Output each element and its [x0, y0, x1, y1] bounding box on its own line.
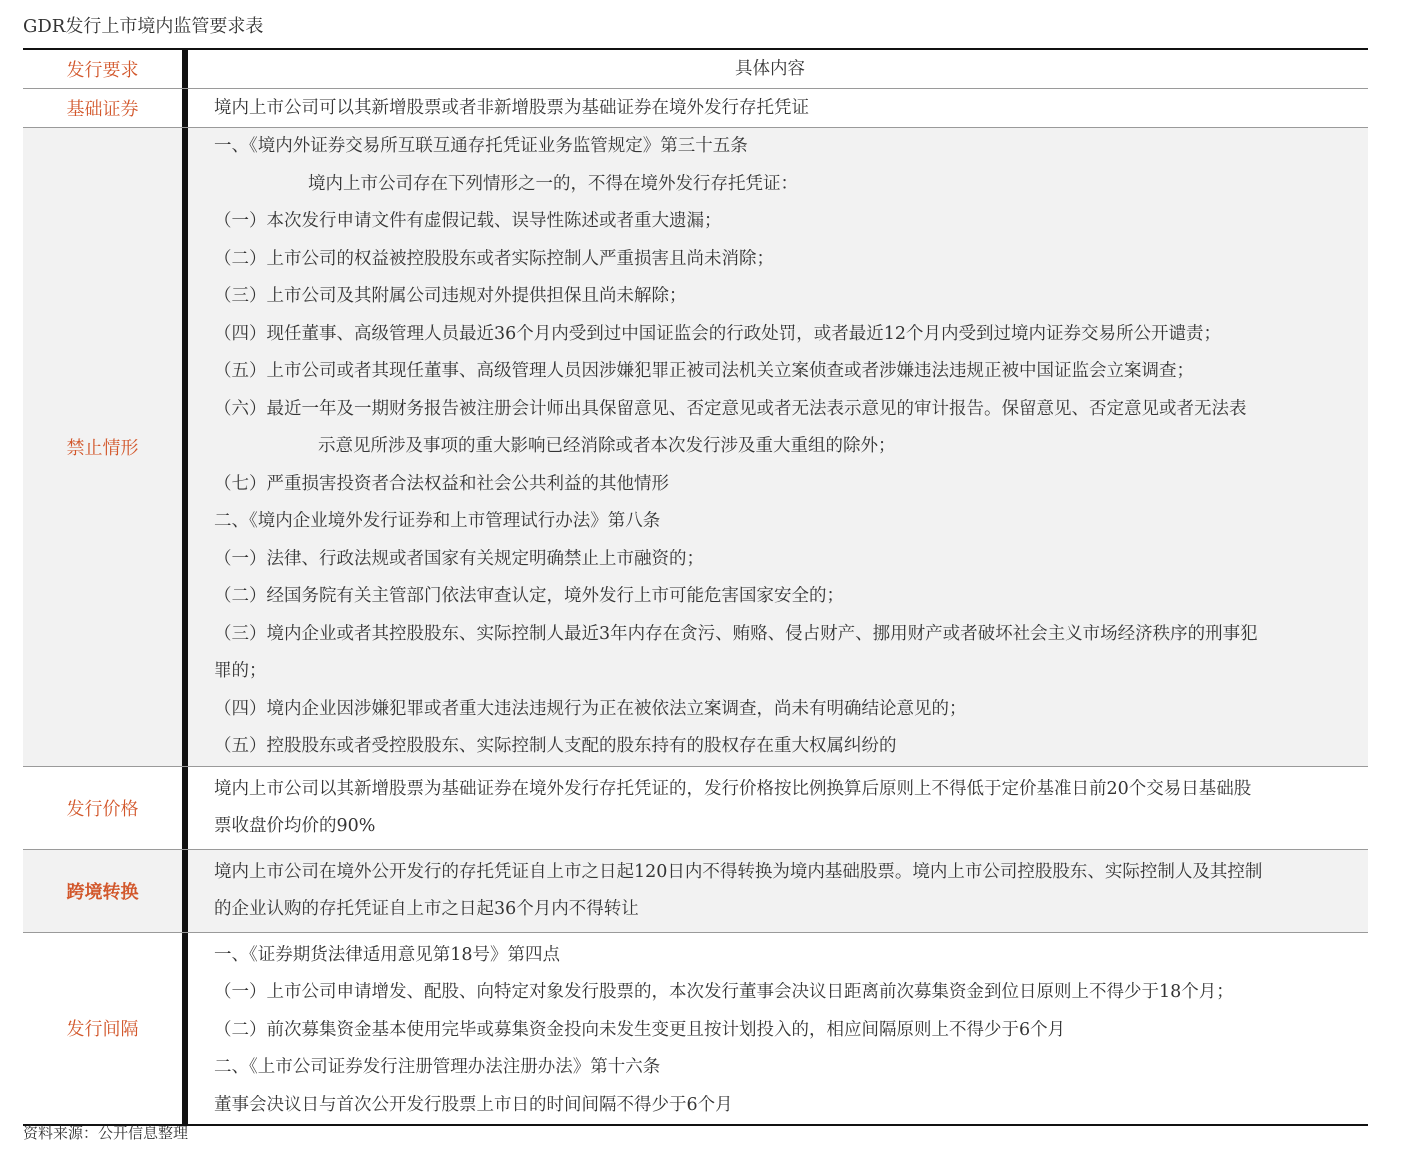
content-line: （五）控股股东或者受控股股东、实际控制人支配的股东持有的股权存在重大权属纠纷的 [214, 736, 897, 756]
content-line: （六）最近一年及一期财务报告被注册会计师出具保留意见、否定意见或者无法表示意见的审计报告。保留意见、否定意见或者无法表 [214, 398, 1247, 419]
content-line: 票收盘价均价的90% [214, 815, 376, 836]
row-content [188, 850, 1368, 932]
content-line: 一、《境内外证券交易所互联互通存托凭证业务监管规定》第三十五条 [214, 136, 748, 156]
content-line: （一）上市公司申请增发、配股、向特定对象发行股票的，本次发行董事会决议日距离前次募集资金到位日原则上不得少于18个月； [214, 982, 1234, 1002]
content-line: （一）本次发行申请文件有虚假记载、误导性陈述或者重大遗漏； [214, 211, 722, 231]
table-title: GDR发行上市境内监管要求表 [23, 16, 264, 37]
row-content [188, 89, 1368, 127]
content-line: 示意见所涉及事项的重大影响已经消除或者本次发行涉及重大重组的除外； [318, 436, 896, 456]
content-line: （一）法律、行政法规或者国家有关规定明确禁止上市融资的； [214, 548, 704, 569]
content-line: 境内上市公司存在下列情形之一的，不得在境外发行存托凭证： [308, 173, 798, 194]
content-line: 董事会决议日与首次公开发行股票上市日的时间间隔不得少于6个月 [214, 1094, 733, 1115]
content-line: （四）境内企业因涉嫌犯罪或者重大违法违规行为正在被依法立案调查，尚未有明确结论意见的； [214, 698, 967, 719]
row-prohibited-circumstances [23, 128, 1368, 767]
header-requirement: 发行要求 [66, 60, 139, 81]
row-issue-price [23, 767, 1368, 850]
row-issue-interval [23, 933, 1368, 1125]
row-label: 发行价格 [66, 798, 139, 820]
row-label: 跨境转换 [66, 881, 139, 903]
content-line: 罪的； [214, 661, 267, 681]
row-content [188, 933, 1368, 1125]
row-label: 禁止情形 [66, 437, 139, 459]
content-line: （四）现任董事、高级管理人员最近36个月内受到过中国证监会的行政处罚，或者最近12个月内受到过境内证券交易所公开谴责； [214, 323, 1222, 344]
row-basis-security [23, 89, 1368, 128]
row-label: 基础证券 [66, 99, 139, 120]
content-line: （二）经国务院有关主管部门依法审查认定，境外发行上市可能危害国家安全的； [214, 586, 844, 606]
content-line: （二）前次募集资金基本使用完毕或募集资金投向未发生变更且按计划投入的，相应间隔原则上不得少于6个月 [214, 1019, 1066, 1040]
table-header-row [23, 50, 1368, 89]
row-cross-border-conversion [23, 850, 1368, 933]
content-line: （二）上市公司的权益被控股股东或者实际控制人严重损害且尚未消除； [214, 248, 774, 269]
row-content [188, 767, 1368, 849]
content-line: （七）严重损害投资者合法权益和社会公共利益的其他情形 [214, 473, 669, 494]
content-line: 二、《境内企业境外发行证券和上市管理试行办法》第八条 [214, 511, 661, 531]
content-line: 的企业认购的存托凭证自上市之日起36个月内不得转让 [214, 898, 639, 919]
requirements-table [23, 48, 1368, 1126]
content-line: （三）上市公司及其附属公司违规对外提供担保且尚未解除； [214, 286, 687, 306]
header-content-label: 具体内容 [735, 59, 805, 79]
header-content [188, 50, 1368, 88]
content-line: （五）上市公司或者其现任董事、高级管理人员因涉嫌犯罪正被司法机关立案侦查或者涉嫌违法违规正被中国证监会立案调查； [214, 361, 1194, 381]
row-label: 发行间隔 [66, 1019, 139, 1041]
content-line: 一、《证券期货法律适用意见第18号》第四点 [214, 944, 561, 965]
content-line: 境内上市公司以其新增股票为基础证券在境外发行存托凭证的，发行价格按比例换算后原则上不得低于定价基准日前20个交易日基础股 [214, 778, 1252, 799]
content-line: 二、《上市公司证券发行注册管理办法注册办法》第十六条 [214, 1057, 661, 1077]
content-line: （三）境内企业或者其控股股东、实际控制人最近3年内存在贪污、贿赂、侵占财产、挪用财产或者破坏社会主义市场经济秩序的刑事犯 [214, 623, 1258, 644]
source-note: 资料来源：公开信息整理 [23, 1124, 189, 1142]
row-content [188, 128, 1368, 766]
content-line: 境内上市公司在境外公开发行的存托凭证自上市之日起120日内不得转换为境内基础股票。境内上市公司控股股东、实际控制人及其控制 [214, 861, 1263, 882]
content-line: 境内上市公司可以其新增股票或者非新增股票为基础证券在境外发行存托凭证 [214, 98, 809, 118]
